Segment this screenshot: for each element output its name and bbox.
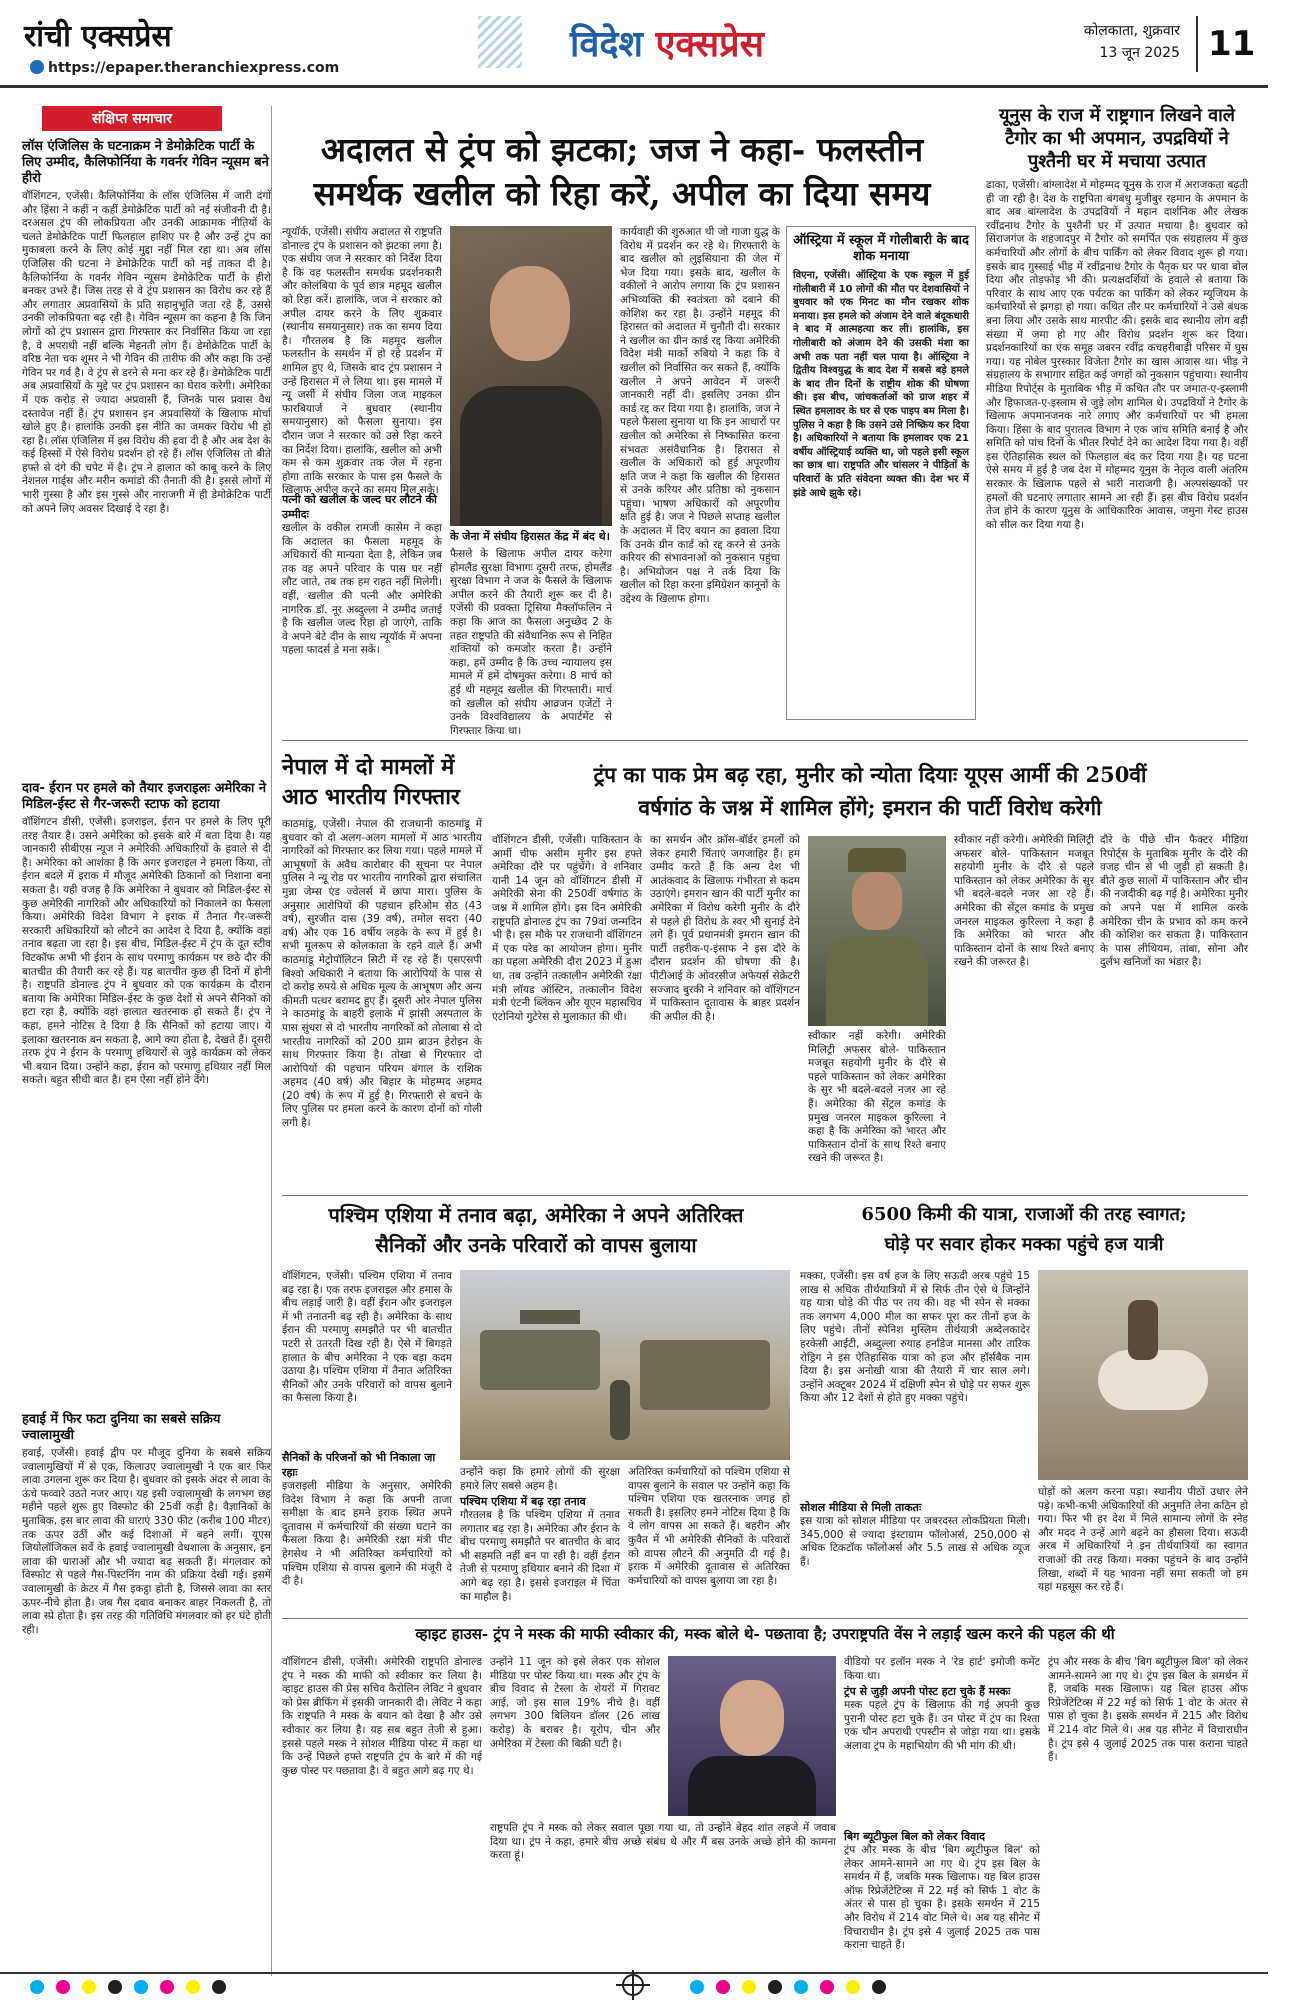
austria-body: विएना, एजेंसी। ऑस्ट्रिया के एक स्कूल में हुई गोलीबारी में 10 लोगों की मौत पर देशवासियों ने बुधवार को एक मिनट का मौन रखकर शोक मनाया। इस हमले को अंजाम देने वाले बंदूकधारी ने बाद में आत्महत्या कर ली। हालांकि, इस गोलीबारी को अंजाम देने की उसकी मंशा का अभी तक पता नहीं चल पाया है। ऑस्ट्रिया ने द्वितीय विश्वयुद्ध के बाद देश में सबसे बड़े हमले के बाद तीन दिनों के राष्ट्रीय शोक की घोषणा की। इस बीच, जांचकर्ताओं को ग्राज शहर में स्थित हमलावर के घर से एक पाइप बम मिला है। पुलिस ने कहा है कि उसने उसे निष्क्रिय कर दिया है। अधिकारियों ने बताया कि हमलावर एक 21 वर्षीय ऑस्ट्रियाई व्यक्ति था, जो पहले इसी स्कूल का छात्र था। राष्ट्रपति और चांसलर ने पीड़ितों के परिवारों के प्रति संवेदना व्यक्त की। देश भर में झंडे आधे झुके रहे। — [793, 270, 969, 499]
magenta-dot — [820, 1980, 834, 1994]
musk-col-5: ट्रंप और मस्क के बीच 'बिग ब्यूटीफुल बिल' को लेकर आमने-सामने आ गए थे। ट्रंप इस बिल के समर्थन में हैं, जबकि मस्क खिलाफ। यह बिल हाउस ऑफ रिप्रेजेंटेटिव्स में 22 मई को सिर्फ 1 वोट के अंतर से पास हो चुका है। इसके समर्थन में 215 और विरोध में 214 वोट मिले थे। अब यह सीनेट में विचाराधीन है। ट्रंप इसे 4 जुलाई 2025 तक पास कराना चाहते हैं। — [1048, 1656, 1248, 1764]
brief-1-headline: लॉस एंजिलिस के घटनाक्रम ने डेमोक्रेटिक पार्टी के लिए उम्मीद, कैलिफोर्निया के गवर्नर गेविन न्यूसम बने हीरो — [22, 139, 269, 186]
issue-date: 13 जून 2025 — [1099, 45, 1180, 61]
musk-headline: व्हाइट हाउस- ट्रंप ने मस्क की माफी स्वीकार की, मस्क बोले थे- पछतावा है; उपराष्ट्रपति वेंस ने लड़ाई खत्म करने की पहल की थी — [415, 1625, 1115, 1643]
uniform-shape — [826, 936, 928, 1026]
city-day: कोलकाता, शुक्रवार — [1083, 23, 1180, 39]
cap-shape — [848, 848, 906, 872]
cyan-dot — [794, 1980, 808, 1994]
brief-3-body: हवाई, एजेंसी। हवाई द्वीप पर मौजूद दुनिया के सबसे सक्रिय ज्वालामुखियों में से एक, किलाउए ज्वालामुखी ने एक बार फिर लावा उगलना शुरू कर दिया है। बुधवार को इसके अंदर से लावा के ऊंचे फव्वारे उठते नजर आए। यह इसी ज्वालामुखी के लगभग छह महीने पहले शुरू हुए विस्फोट की 25वीं कड़ी है। वैज्ञानिकों के मुताबिक, इस बार लावा की धाराएं 330 फीट (करीब 100 मीटर) तक ऊपर उठीं और कई दिशाओं में बहने लगीं। यूएस जियोलॉजिकल सर्वे के हवाई ज्वालामुखी वेधशाला के अनुसार, इन लावा की धाराओं और भी ज्यादा बढ़ सकती हैं। मंगलवार को विस्फोट से पहले गैस-पिस्टनिंग नाम की प्रक्रिया देखी गई। इसमें ज्वालामुखी के क्रेटर में गैस इकट्ठा होती है, जिससे लावा का स्तर ऊपर-नीचे होता है। जब गैस दबाव बनाकर बाहर निकलती है, तो लावा स्प्रे होता है। इस तरह की गतिविधि मंगलवार को हर घंटे होती रही। — [22, 1447, 271, 1636]
dateline — [1060, 20, 1180, 64]
austria-headline: ऑस्ट्रिया में स्कूल में गोलीबारी के बाद शोक मनाया — [793, 233, 969, 264]
musk-col-4 — [844, 1656, 1040, 1954]
hajj-col-1b-text: इस यात्रा को सोशल मीडिया पर जबरदस्त लोकप्रियता मिली। 345,000 से ज्यादा इंस्टाग्राम फॉलोअर्स, 250,000 से अधिक टिकटॉक फॉलोअर्स और 5.5 लाख से अधिक व्यूज हैं। — [800, 1515, 1030, 1568]
face-shape — [720, 1680, 784, 1756]
westasia-col-1 — [282, 1270, 452, 1640]
yellow-dot — [846, 1980, 860, 1994]
westasia-headline-line-1: पश्चिम एशिया में तनाव बढ़ा, अमेरिका ने अपने अतिरिक्त — [328, 1203, 744, 1227]
horse-rider-photo — [1038, 1270, 1248, 1480]
brief-news-column — [22, 106, 272, 1976]
rider-shape — [1128, 1300, 1158, 1360]
brief-3-headline: हवाई में फिर फटा दुनिया का सबसे सक्रिय ज्वालामुखी — [22, 1412, 221, 1443]
lead-col-1 — [282, 226, 442, 692]
westasia-col-3: अतिरिक्त कर्मचारियों को पश्चिम एशिया से वापस बुलाने के सवाल पर उन्होंने कहा कि पश्चिम एशिया एक खतरनाक जगह हो सकती है। इसलिए हमने नोटिस दिया है कि वे लोग वापस आ सकते हैं। बहरीन और कुवैत में भी अमेरिकी सैनिकों के परिवारों को वापस लौटने की अनुमति दी गई है। इराक में अमेरिकी दूतावास से अतिरिक्त कर्मचारियों को वापस बुलाया जा रहा है। — [628, 1466, 790, 1587]
lead-subhead-1: पत्नी को खलील के जल्द घर लौटने की उम्मीदः — [282, 493, 437, 521]
divider — [282, 1618, 1248, 1619]
black-dot — [212, 1980, 226, 1994]
musk-subhead-4: ट्रंप से जुड़ी अपनी पोस्ट हटा चुके हैं मस्कः — [844, 1685, 1011, 1698]
hajj-headline-line-1: 6500 किमी की यात्रा, राजाओं की तरह स्वागत; — [861, 1204, 1187, 1225]
section-title — [570, 18, 764, 67]
page-number: 11 — [1196, 16, 1255, 72]
face-shape — [490, 266, 570, 361]
westasia-col-2b-text: गौरतलब है कि पश्चिम एशिया में तनाव लगातार बढ़ रहा है। अमेरिका और ईरान के बीच परमाणु समझौते पर बातचीत के बाद भी सहमति नहीं बन पा रही है। वहीं ईरान तेजी से परमाणु हथियार बनाने की दिशा में आगे बढ़ रहा है। इससे इजराइल में चिंता का माहौल है। — [460, 1509, 620, 1603]
horse-shape — [1098, 1350, 1208, 1410]
hajj-col-1 — [800, 1270, 1030, 1615]
munir-headline-line-1: ट्रंप का पाक प्रेम बढ़ रहा, मुनीर को न्योता दियाः यूएस आर्मी की 250वीं — [593, 762, 1147, 787]
color-registration-dots-right — [690, 1979, 1290, 1993]
yellow-dot — [82, 1980, 96, 1994]
lead-headline-line-2: समर्थक खलील को रिहा करें, अपील का दिया समय — [313, 174, 931, 213]
munir-col-3: स्वीकार नहीं करेगी। अमेरिकी मिलिट्री अफसर बोले- पाकिस्तान मजबूत सहयोगी मुनीर के दौरे से पहले पाकिस्तान को लेकर अमेरिका के सुर भी बदले-बदले नजर आ रहे हैं। अमेरिका की सेंट्रल कमांड के प्रमुख जनरल माइकल कुरिल्ला ने कहा है कि अमेरिका को भारत और पाकिस्तान दोनों के साथ रिश्ते बनाए रखने की जरूरत है। — [808, 1030, 946, 1165]
munir-headline-line-2: वर्षगांठ के जश्न में शामिल होंगे; इमरान की पार्टी विरोध करेगी — [638, 795, 1102, 820]
lead-headline-line-1: अदालत से ट्रंप को झटका; जज ने कहा- फलस्तीन — [320, 130, 924, 169]
black-dot — [872, 1980, 886, 1994]
section-title-b: एक्सप्रेस — [655, 24, 764, 65]
musk-col-3: राष्ट्रपति ट्रंप ने मस्क को लेकर सवाल पूछा गया था, तो उन्होंने बेहद शांत लहजे में जवाब दिया था। ट्रंप ने कहा, हमारे बीच अच्छे संबंध थे और मैं बस उनके अच्छे होने की कामना करता हूं। — [490, 1822, 836, 1862]
westasia-col-2-text: उन्होंने कहा कि हमारे लोगों की सुरक्षा हमारे लिए सबसे अहम है। — [460, 1466, 620, 1492]
musk-col-4b-text: मस्क पहले ट्रंप के खिलाफ की गई अपनी कुछ पुरानी पोस्ट हटा चुके हैं। उन पोस्ट में ट्रंप का रिश्ता एक चौन अपराधी एपस्टीन से जोड़ा गया था। इसके अलावा ट्रंप के महाभियोग की भी मांग की थी। — [844, 1699, 1040, 1752]
brief-1-body: वॉशिंगटन, एजेंसी। कैलिफोर्निया के लॉस एंजिलिस में जारी दंगों और हिंसा ने कहीं न कहीं डेमोक्रेटिक पार्टी को नई संजीवनी दी है। दरअसल ट्रंप की लोकप्रियता और उनकी आक्रामक नीतियों के चलते डेमोक्रेटिक पार्टी फिलहाल हाशिए पर है और उन्हें ट्रंप का मुकाबला करने के लिए कोई मुद्दा नहीं मिल रहा था। अब लॉस एंजिलिस की घटना ने डेमोक्रेटिक पार्टी को नई ताकत दी है। कैलिफोर्निया के गवर्नर गेविन न्यूसम डेमोक्रेटिक पार्टी के हीरो बनकर उभरे हैं। जिस तरह से वे ट्रंप प्रशासन का विरोध कर रहे हैं और लगातार अप्रवासियों के प्रति सहानुभूति जता रहे हैं, उससे उनकी लोकप्रियता बढ़ रही है। गेविन न्यूसम का कहना है कि जिन लोगों को ट्रंप प्रशासन द्वारा गिरफ्तार कर निर्वासित किया जा रहा है, वे अपराधी नहीं बल्कि मेहनती लोग हैं। डेमोक्रेटिक पार्टी के वरिष्ठ नेता चक शूमर ने भी गेविन की तारीफ की और कहा कि उन्हें गेविन पर गर्व है। वे ट्रंप से डरने से मना कर रहे हैं। डेमोक्रेटिक पार्टी अब अप्रवासियों के मुद्दे पर ट्रंप प्रशासन का घेराव करेगी। अमेरिका में एक करोड़ से ज्यादा अप्रवासी हैं, जिनके पास प्रवास वैध दस्तावेज नहीं हैं। ट्रंप प्रशासन इन अप्रवासियों के खिलाफ मोर्चा खोले हुए है। हालांकि उनकी इस नीति का जमकर विरोध भी हो रहा है। लॉस एंजिलिस में इस विरोध की हवा दी है और अब देश के कई हिस्सों में ऐसे विरोध प्रदर्शन हो रहे हैं। लॉस एंजिलिस तो बीते हफ्ते से दंगे की चपेट में है। ट्रंप ने हालात को काबू करने के लिए नेशनल गार्ड्स और मरीन कमांडो की तैनाती की है। इससे लोगों में भारी गुस्सा है और इस गुस्से और नाराजगी में ही डेमोक्रेटिक पार्टी को अपने लिए अवसर दिखाई दे रहा है। — [22, 190, 271, 515]
gun-shape — [520, 1310, 580, 1324]
austria-box — [786, 226, 976, 720]
magenta-dot — [160, 1980, 174, 1994]
musk-col-4c-text: ट्रंप और मस्क के बीच 'बिग ब्यूटीफुल बिल' को लेकर आमने-सामने आ गए थे। ट्रंप इस बिल के समर्थन में हैं, जबकि मस्क खिलाफ। यह बिल हाउस ऑफ रिप्रेजेंटेटिव्स में 22 मई को सिर्फ 1 वोट के अंतर से पास हो चुका है। इसके समर्थन में 215 और विरोध में 214 वोट मिले थे। अब यह सीनेट में विचाराधीन है। ट्रंप इसे 4 जुलाई 2025 तक पास कराना चाहते हैं। — [844, 1844, 1040, 1952]
brief-2-headline: दाव- ईरान पर हमले को तैयार इजराइलः अमेरिका ने मिडिल-ईस्ट से गैर-जरूरी स्टाफ को हटाया — [22, 781, 267, 812]
face-shape — [852, 872, 902, 930]
hajj-col-2: घोड़ों को अलग करना पड़ा। स्थानीय पीठों उधार लेने पड़े। कभी-कभी अधिकारियों की अनुमति लेना कठिन हो गया। फिर भी हर देश में मिले सामान्य लोगों के स्नेह और मदद ने उन्हें आगे बढ़ने का हौसला दिया। सऊदी अरब में अधिकारियों ने इन तीर्थयात्रियों का स्वागत राजाओं की तरह किया। मक्का पहुंचने के बाद उन्होंने लिखा, शब्दों में यह भावना नहीं समा सकती जो हम यहां महसूस कर रहे हैं। — [1038, 1486, 1248, 1594]
black-dot — [108, 1980, 122, 1994]
tagore-story — [986, 104, 1248, 734]
nepal-story — [282, 752, 482, 1272]
musk-photo — [668, 1656, 836, 1816]
lead-headline — [282, 128, 962, 216]
color-registration-dots — [30, 1979, 630, 1993]
photo-caption: के जेना में संघीय हिरासत केंद्र में बंद थे। — [450, 530, 610, 543]
munir-col-1: वॉशिंगटन डीसी, एजेंसी। पाकिस्तान के आर्मी चीफ असीम मुनीर इस हफ्ते अमेरिका दौरे पर पहुंचेंगे। वे शनिवार यानी 14 जून को वॉशिंगटन डीसी में अमेरिकी सेना की 250वीं वर्षगांठ के जश्न में शामिल होंगे। इस दिन अमेरिकी राष्ट्रपति डोनाल्ड ट्रंप का 79वां जन्मदिन भी है। इस मौके पर राजधानी वॉशिंगटन में एक परेड का आयोजन होगा। मुनीर का पहला अमेरिकी दौरा 2023 में हुआ था, तब उन्होंने तत्कालीन अमेरिकी रक्षा मंत्री लॉयड ऑस्टिन, तत्कालीन विदेश मंत्री एंटनी ब्लिंकन और यूएन महासचिव एंटोनियो गुटेरेस से मुलाकात की थी। — [492, 834, 642, 1023]
divider — [282, 1195, 1248, 1196]
musk-col-1: वॉशिंगटन डीसी, एजेंसी। अमेरिकी राष्ट्रपति डोनाल्ड ट्रंप ने मस्क की माफी को स्वीकार कर लिया है। व्हाइट हाउस की प्रेस सचिव कैरोलिन लेविट ने बुधवार को प्रेस ब्रीफिंग में इसकी जानकारी दी। लेविट ने कहा कि राष्ट्रपति ने मस्क के बयान को देखा है और उसे स्वीकार कर लिया है। यह सब बहुत तेजी से हुआ। इससे पहले मस्क ने सोशल मीडिया पोस्ट में कहा था कि उन्हें पिछले हफ्ते राष्ट्रपति ट्रंप के बारे में की गई कुछ पोस्ट पर पछतावा है। वे बहुत आगे बढ़ गए थे। — [282, 1656, 482, 1777]
musk-col-4-text: वीडियो पर इलॉन मस्क ने 'रेड हार्ट' इमोजी कमेंट किया था। — [844, 1656, 1040, 1682]
cyan-dot — [134, 1980, 148, 1994]
westasia-col-1-text: वॉशिंगटन, एजेंसी। पश्चिम एशिया में तनाव बढ़ रहा है। एक तरफ इजराइल और हमास के बीच लड़ाई जारी है। वहीं ईरान और इजराइल में भी तनातनी बढ़ रही है। अमेरिका के साथ ईरान की परमाणु समझौते पर भी बातचीत पटरी से उतरती दिख रही है। ऐसे में बिगड़ते हालात के बीच अमेरिका ने एक बड़ा कदम उठाया है। पश्चिम एशिया में तैनात अतिरिक्त सैनिकों और उनके परिवारों को वापस बुलाने का फैसला किया है। — [282, 1270, 453, 1405]
lead-col-1-text: न्यूयॉर्क, एजेंसी। संघीय अदालत से राष्ट्रपति डोनाल्ड ट्रंप के प्रशासन को झटका लगा है। एक संघीय जज ने सरकार को निर्देश दिया है कि वह फलस्तीन समर्थक प्रदर्शनकारी और कोलंबिया के पूर्व छात्र महमूद खलील को रिहा करें। हालांकि, जज ने सरकार को अपील दायर करने के लिए शुक्रवार (स्थानीय समयानुसार) तक का समय दिया है। गौरतलब है कि महमूद खलील फलस्तीन के समर्थन में हो रहे प्रदर्शन में शामिल हुए थे, जिसके बाद ट्रंप प्रशासन ने उन्हें हिरासत में ले लिया था। इस मामले में न्यू जर्सी में संघीय जिला जज माइकल फारबियार्ज ने बुधवार (स्थानीय समयानुसार) को फैसला सुनाया। इस दौरान जज ने सरकार को उसे रिहा करने का निर्देश दिया। हालांकि, खलील को अभी कम से कम शुक्रवार तक जेल में रहना होगा ताकि सरकार के पास इस फैसले के खिलाफ अपील करने का समय मिल सके। — [282, 226, 442, 497]
divider — [282, 740, 1248, 741]
westasia-subhead-2: पश्चिम एशिया में बढ़ रहा तनाव — [460, 1495, 586, 1508]
website-url: https://epaper.theranchiexpress.com — [48, 60, 340, 76]
cyan-dot — [30, 1980, 44, 1994]
munir-col-2: का समर्थन और क्रॉस-बॉर्डर हमलों को लेकर हमारी चिंताएं जगजाहिर हैं। हम उम्मीद करते हैं कि अन्य देश भी आतंकवाद के खिलाफ गंभीरता से कदम उठाएंगे। इमरान खान की पार्टी मुनीर का अमेरिका में विरोध करेगी मुनीर के दौरे से पहले ही विरोध के स्वर भी सुनाई देने लगे हैं। पूर्व प्रधानमंत्री इमरान खान की पार्टी तहरीक-ए-इंसाफ ने इस दौरे के दौरान प्रदर्शन की घोषणा की है। पीटीआई के ओवरसीज अफेयर्स सेक्रेटरी सज्जाद बुरकी ने शनिवार को वॉशिंगटन में पाकिस्तान दूतावास के बाहर प्रदर्शन की अपील की है। — [650, 834, 800, 1023]
hajj-col-1-text: मक्का, एजेंसी। इस वर्ष हज के लिए सऊदी अरब पहुंचे 15 लाख से अधिक तीर्थयात्रियों में से सिर्फ तीन ऐसे थे जिन्होंने यह यात्रा घोड़े की पीठ पर तय की। वह भी स्पेन से मक्का तक लगभग 4,000 मील का सफर पूरा कर तीनों हज के लिए पहुंचे। तीनों स्पेनिश मुस्लिम तीर्थयात्री अब्देलकादेर हरकेसी आईटी, अब्दुल्ला रुयाह हर्नांडेज मानसा और तारिक रोड्रिग ने इस ऐतिहासिक यात्रा को हज और हॉर्सबैक नाम दिया है। इस अनोखी यात्रा की तैयारी में चार साल लगे। उन्होंने अक्टूबर 2024 में दक्षिणी स्पेन से घोड़े पर सफर शुरू किया और 12 देशों से होते हुए मक्का पहुंचे। — [800, 1270, 1030, 1405]
westasia-headline-line-2: सैनिकों और उनके परिवारों को वापस बुलाया — [375, 1233, 697, 1257]
westasia-col-2 — [460, 1466, 620, 1609]
lead-col-2-text: फैसले के खिलाफ अपील दायर करेगा होमलैंड सुरक्षा विभागः दूसरी तरफ, होमलैंड सुरक्षा विभाग ने जज के फैसले के खिलाफ अपील करने की तैयारी शुरू कर दी है। एजेंसी की प्रवक्ता ट्रिसिया मैक्लॉफलिन ने कहा कि आज का फैसला अनुच्छेद 2 के तहत राष्ट्रपति की संवैधानिक रूप से निहित शक्तियों को कमजोर करता है। उन्होंने कहा, हमें उम्मीद है कि उच्च न्यायालय इस मामले में हमें दोषमुक्त करेगा। 8 मार्च को हुई थी महमूद खलील की गिरफ्तारी। मार्च को खलील को संघीय आव्रजन एजेंटों ने उनके विश्वविद्यालय के अपार्टमेंट से गिरफ्तार किया था। — [450, 548, 612, 737]
hajj-subhead-1: सोशल मीडिया से मिली ताकतः — [800, 1501, 922, 1514]
munir-col-3b: स्वीकार नहीं करेगी। अमेरिकी मिलिट्री अफसर बोले- पाकिस्तान मजबूत सहयोगी मुनीर के दौरे से पहले पाकिस्तान को लेकर अमेरिका के सुर भी बदले-बदले नजर आ रहे हैं। अमेरिका की सेंट्रल कमांड के प्रमुख जनरल माइकल कुरिल्ला ने कहा है कि अमेरिका को भारत और पाकिस्तान दोनों के साथ रिश्ते बनाए रखने की जरूरत है। — [954, 834, 1094, 969]
cyan-dot — [690, 1980, 704, 1994]
magenta-dot — [716, 1980, 730, 1994]
westasia-headline — [282, 1200, 790, 1260]
lead-col-3-text: कार्यवाही की शुरुआत थी जो गाजा युद्ध के विरोध में प्रदर्शन कर रहे थे। गिरफ्तारी के बाद खलील को लुइसियाना की जेल में भेज दिया गया। इसके बाद, खलील के वकीलों ने आरोप लगाया कि ट्रंप प्रशासन अभिव्यक्ति की स्वतंत्रता को दबाने की कोशिश कर रहा है। उन्होंने महमूद की हिरासत को अदालत में चुनौती दी। सरकार ने खलील का ग्रीन कार्ड रद्द किया अमेरिकी विदेश मंत्री मार्को रुबियो ने कहा कि वे खलील को निर्वासित कर सकते हैं, क्योंकि खलील ने अपने आवेदन में जरूरी जानकारी नहीं दी। इसलिए उनका ग्रीन कार्ड रद्द कर दिया गया है। हालांकि, जज ने पहले फैसला सुनाया था कि इन आधारों पर खलील को अमेरिका से निष्कासित करना संभवतः असंवैधानिक है। हिरासत से खलील के अधिकारों को हुई अपूरणीय क्षति जज ने कहा कि खलील की हिरासत से उनके करियर और प्रतिष्ठा को नुकसान पहुंचा। भाषण अधिकारों को अपूरणीय क्षति हुई है। जज ने पिछले सप्ताह खलील के अदालत में दिए बयान का हवाला दिया कि उनके ग्रीन कार्ड को रद्द करने से उनके करियर की संभावनाओं को नुकसान पहुंचा है। अभियोजन पक्ष ने तर्क दिया कि खलील को रिहा करना इमिग्रेशन कानूनों के उद्देश्य के खिलाफ होगा। — [620, 226, 780, 606]
brief-news-heading: संक्षिप्त समाचार — [42, 106, 222, 131]
tagore-headline: यूनुस के राज में राष्ट्रगान लिखने वाले टैगोर का भी अपमान, उपद्रवियों ने पुश्तैनी घर में मचाया उत्पात — [999, 105, 1235, 172]
section-decoration — [478, 16, 522, 68]
munir-col-4: दौरे के पीछे चीन फैक्टर मीडिया रिपोर्ट्स के मुताबिक मुनीर के दौरे की वजह चीन से भी जुड़ी हो सकती है। बीते कुछ सालों में पाकिस्तान और चीन की नजदीकी बढ़ गई है। अमेरिका मुनीर को अपने पक्ष में शामिल करके अमेरिका चीन के प्रभाव को कम करने की कोशिश कर सकता है। पाकिस्तान के पास लीथियम, तांबा, सोना और दुर्लभ खनिजों का भंडार है। — [1100, 834, 1248, 969]
suit-shape — [688, 1756, 816, 1816]
magenta-dot — [56, 1980, 70, 1994]
soldier-shape — [610, 1380, 630, 1440]
tank-shape — [480, 1330, 600, 1390]
tagore-body: ढाका, एजेंसी। बांग्लादेश में मोहम्मद यूनुस के राज में अराजकता बढ़ती ही जा रही है। देश के राष्ट्रपिता बंगबंधु मुजीबुर रहमान के अपमान के बाद अब बांग्लादेश के उपद्रवियों ने महान दार्शनिक और लेखक रवींद्रनाथ टैगोर के पुश्तैनी घर में उत्पात मचाया है। बुधवार को सिराजगंज के शहजादपुर में टैगोर को समर्पित एक संग्रहालय में कुछ कर्मचारियों और लोगों के बीच पार्किंग को लेकर विवाद शुरू हो गया। इसके बाद गुस्साई भीड़ में रवींद्रनाथ टैगोर के पैतृक घर पर धावा बोल दिया और तोड़फोड़ भी की। प्रत्यक्षदर्शियों के हवाले से बताया कि परिवार के साथ आए एक पर्यटक का पार्किंग को लेकर म्यूजियम के कर्मचारियों से झगड़ा हो गया। कथित तौर पर कर्मचारियों ने उसे बंधक बना लिया और उसके साथ मारपीट की। इसके बाद स्थानीय लोग बड़ी संख्या में जमा हो गए और विरोध प्रदर्शन शुरू कर दिया। प्रदर्शनकारियों का एक समूह जबरन रवींद्र कचहरीबाड़ी परिसर में घुस गया। यह नोबेल पुरस्कार विजेता टैगोर का खास आवास था। भीड़ ने संग्रहालय के सभागार सहित कई जगहों को नुकसान पहुंचाया। स्थानीय मीडिया रिपोर्ट्स के मुताबिक भीड़ में कथित तौर पर जमात-ए-इस्लामी और हिफाजत-ए-इस्लाम से जुड़े लोग शामिल थे। उपद्रवियों ने टैगोर के खिलाफ अपमानजनक नारे लगाए और कर्मचारियों पर भी हमला किया। हिंसा के बाद पुरातत्व विभाग ने एक जांच समिति बनाई है और समिति को पांच दिनों के भीतर रिपोर्ट देने का आदेश दिया गया है। वहीं इस ऐतिहासिक स्थल को फिलहाल बंद कर दिया गया है। यह घटना ऐसे समय में हुई है जब देश में मोहम्मद यूनुस के नेतृत्व वाली अंतरिम सरकार के खिलाफ पहले से भारी नाराजगी है। अल्पसंख्यकों पर हमलों की घटनाएं लगातार सामने आ रही हैं। इस बीच विरोध प्रदर्शन तेज होने के कारण यूनुस के आधिकारिक आवास, जमुना गेस्ट हाउस को सील कर दिया गया है। — [986, 179, 1248, 531]
musk-col-2: उन्होंने 11 जून को इसे लेकर एक सोशल मीडिया पर पोस्ट किया था। मस्क और ट्रंप के बीच विवाद से टेस्ला के शेयरों में गिरावट आई, जो इस साल 19% नीचे है। वहीं लगभग 300 बिलियन डॉलर (26 लाख करोड़) के बराबर है। यूरोप, चीन और अमेरिका में टेस्ला की बिक्री घटी है। — [490, 1656, 660, 1750]
lead-col-1b-text: खलील के वकील रामजी कासेम ने कहा कि अदालत का फैसला महमूद के अधिकारों की मान्यता देता है, लेकिन जब तक वह अपने परिवार के पास घर नहीं लौट जाते, तब तक हम राहत नहीं मिलेगी। वहीं, खलील की पत्नी और अमेरिकी नागरिक डॉ. नूर अब्दुल्ला ने उम्मीद जताई है कि खलील जल्द रिहा हो जाएंगे, ताकि वे अपने बेटे दीन के साथ न्यूयॉर्क में अपना पहला फादर्स डे मना सकें। — [282, 522, 442, 657]
website-link[interactable] — [30, 60, 339, 76]
brief-2-body: वॉशिंगटन डीसी, एजेंसी। इजराइल, ईरान पर हमले के लिए पूरी तरह तैयार है। उसने अमेरिका को इसके बारे में बता दिया है। यह जानकारी सीबीएस न्यूज ने अमेरिकी अधिकारियों के हवाले से दी है। अमेरिका को आशंका है कि अगर इजराइल ने हमला किया, तो ईरान बदले में इराक में मौजूद अमेरिकी ठिकानों को निशाना बना सकता है। यही वजह है कि अमेरिका ने बुधवार को मिडिल-ईस्ट से कुछ अमेरिकी नागरिकों और अधिकारियों को निकालने का फैसला किया। अमेरिकी विदेश विभाग ने इराक में तैनात गैर-जरूरी सरकारी अधिकारियों को लौटने का आदेश दे दिया है, क्योंकि वहां तनाव बढ़ता जा रहा है। इस बीच, मिडिल-ईस्ट में ट्रंप के दूत स्टीव विटकॉफ अभी भी ईरान के साथ परमाणु कार्यक्रम पर छठे दौर की बातचीत की तैयारी कर रहे हैं। यह बातचीत कुछ ही दिनों में होनी है। राष्ट्रपति डोनाल्ड ट्रंप ने बुधवार को एक कार्यक्रम के दौरान बताया कि अमेरिका मिडिल-ईस्ट के कुछ देशों से अपने सैनिकों को हटा रहा है, क्योंकि वहां हालात खतरनाक हो सकते हैं। ट्रंप ने कहा, हमने नोटिस दे दिया है कि सैनिकों को हटाया जाए। ये इलाका खतरनाक बन सकता है, आगे क्या होता है, देखते हैं। दूसरी तरफ ट्रंप ने ईरान के परमाणु हथियारों से जुड़े कार्यक्रम को लेकर भी बयान दिया। उन्होंने कहा, ईरान को परमाणु हथियार नहीं मिल सकते। बहुत सीधी बात है। हम ऐसा नहीं होने देंगे। — [22, 816, 271, 1087]
registration-mark-line — [616, 1984, 650, 1986]
hajj-headline-line-2: घोड़े पर सवार होकर मक्का पहुंचे हज यात्री — [884, 1234, 1164, 1255]
newspaper-logo: रांची एक्सप्रेस — [24, 19, 172, 54]
munir-photo — [808, 836, 946, 1026]
tank-shape — [640, 1340, 770, 1410]
yellow-dot — [742, 1980, 756, 1994]
yellow-dot — [186, 1980, 200, 1994]
globe-icon — [30, 60, 44, 74]
nepal-body: काठमांडू, एजेंसी। नेपाल की राजधानी काठमांडू में बुधवार को दो अलग-अलग मामलों में आठ भारतीय नागरिकों को गिरफ्तार कर लिया गया। पहले मामले में आभूषणों के अवैध कारोबार की सूचना पर नेपाल पुलिस ने न्यू रोड पर भारतीय नागरिकों द्वारा संचालित मुन्ना जेम्स एंड ज्वेलर्स में छापा मारा। पुलिस के अनुसार आरोपियों की पहचान हरिओम सेठ (43 वर्ष), सुरजीत दास (39 वर्ष), तमोल सदरा (40 वर्ष) और एक 16 वर्षीय लड़के के रूप में हुई है। सभी मूलरूप से कोलकाता के रहने वाले हैं। अभी काठमांडू मेट्रोपॉलिटन सिटी में रह रहे हैं। एसएसपी बिश्वो अधिकारी ने बताया कि आरोपियों के पास से दो करोड़ रुपये से अधिक मूल्य के आभूषण और अन्य कीमती पत्थर बरामद हुए हैं। दूसरी ओर नेपाल पुलिस ने काठमांडू के बाहरी इलाके में झांसी अस्पताल के पास सुंधरा से दो भारतीय नागरिकों को तोलाबा से दो भारतीय नागरिकों को 200 ग्राम ब्राउन हेरोइन के साथ गिरफ्तार किया है। तोखा से गिरफ्तार दो आरोपियों की पहचान परियम बंगाल के राशिक अहमद (40 वर्ष) और बिहार के मोहम्मद अहमद (20 वर्ष) के रूप में हुई है। गिरफ्तारी से बचने के लिए पुलिस पर हमला करने के कारण दोनों को गोली लगी है। — [282, 818, 482, 1130]
westasia-col-1b-text: इजराइली मीडिया के अनुसार, अमेरिकी विदेश विभाग ने कहा कि अपनी ताजा समीक्षा के बाद हमने इराक स्थित अपने दूतावास में कर्मचारियों की संख्या घटाने का फैसला किया है। अमेरिकी रक्षा मंत्री पीट हेगसेथ ने भी अतिरिक्त कर्मचारियों को पश्चिम एशिया से वापस बुलाने की मंजूरी दे दी है। — [282, 1480, 452, 1588]
soldiers-photo — [460, 1270, 790, 1460]
black-dot — [768, 1980, 782, 1994]
khalil-photo — [450, 226, 612, 526]
musk-subhead-5: बिग ब्यूटीफुल बिल को लेकर विवाद — [844, 1830, 985, 1843]
westasia-subhead-1: सैनिकों के परिजनों को भी निकाला जा रहाः — [282, 1451, 436, 1479]
hajj-headline — [800, 1200, 1248, 1260]
munir-headline — [492, 758, 1248, 824]
jacket-shape — [460, 386, 602, 526]
nepal-headline: नेपाल में दो मामलों में आठ भारतीय गिरफ्तार — [282, 754, 460, 810]
section-title-a: विदेश — [570, 24, 656, 65]
